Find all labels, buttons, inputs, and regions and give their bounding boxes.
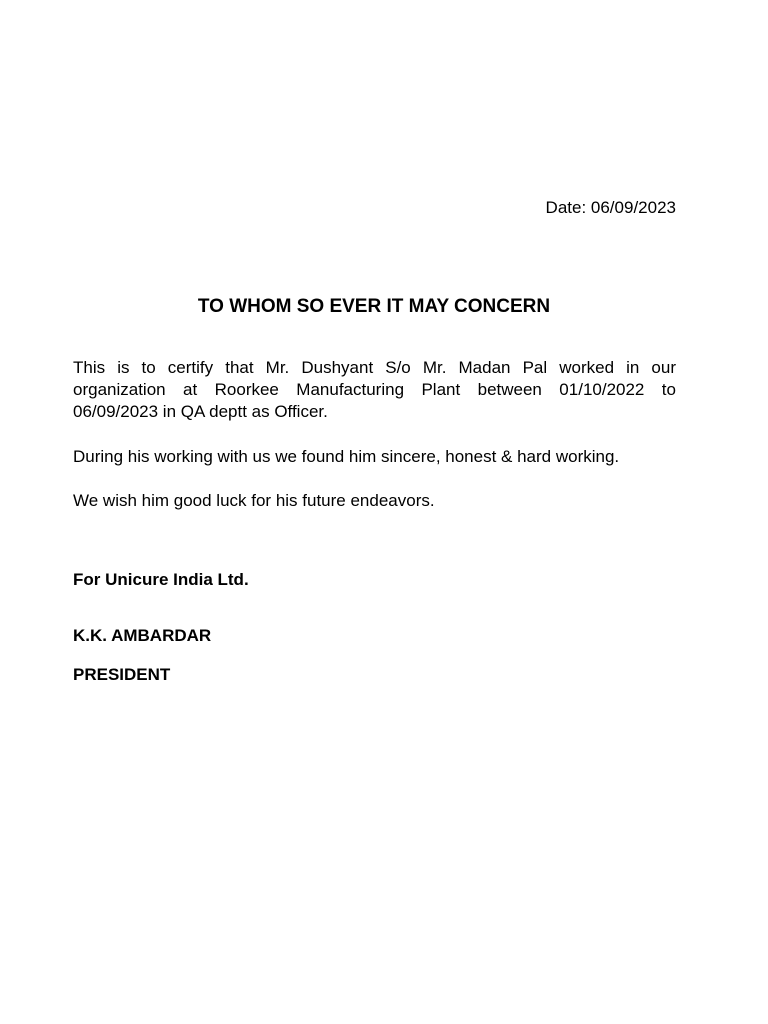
body-paragraph-wishes: We wish him good luck for his future endeavors.	[73, 491, 435, 510]
company-name: For Unicure India Ltd.	[73, 570, 249, 589]
date-line: Date: 06/09/2023	[545, 198, 676, 217]
body-paragraph-conduct: During his working with us we found him sincere, honest & hard working.	[73, 447, 620, 466]
certificate-heading: TO WHOM SO EVER IT MAY CONCERN	[197, 296, 551, 317]
signatory-designation: PRESIDENT	[73, 665, 171, 684]
signatory-name: K.K. AMBARDAR	[73, 626, 212, 645]
body-paragraph-certification: This is to certify that Mr. Dushyant S/o Mr. Madan Pal worked in our organization at Roorkee Manufacturing Plant between 01/10/2022 to 06/09/2023 in QA deptt as Officer.	[73, 358, 676, 421]
